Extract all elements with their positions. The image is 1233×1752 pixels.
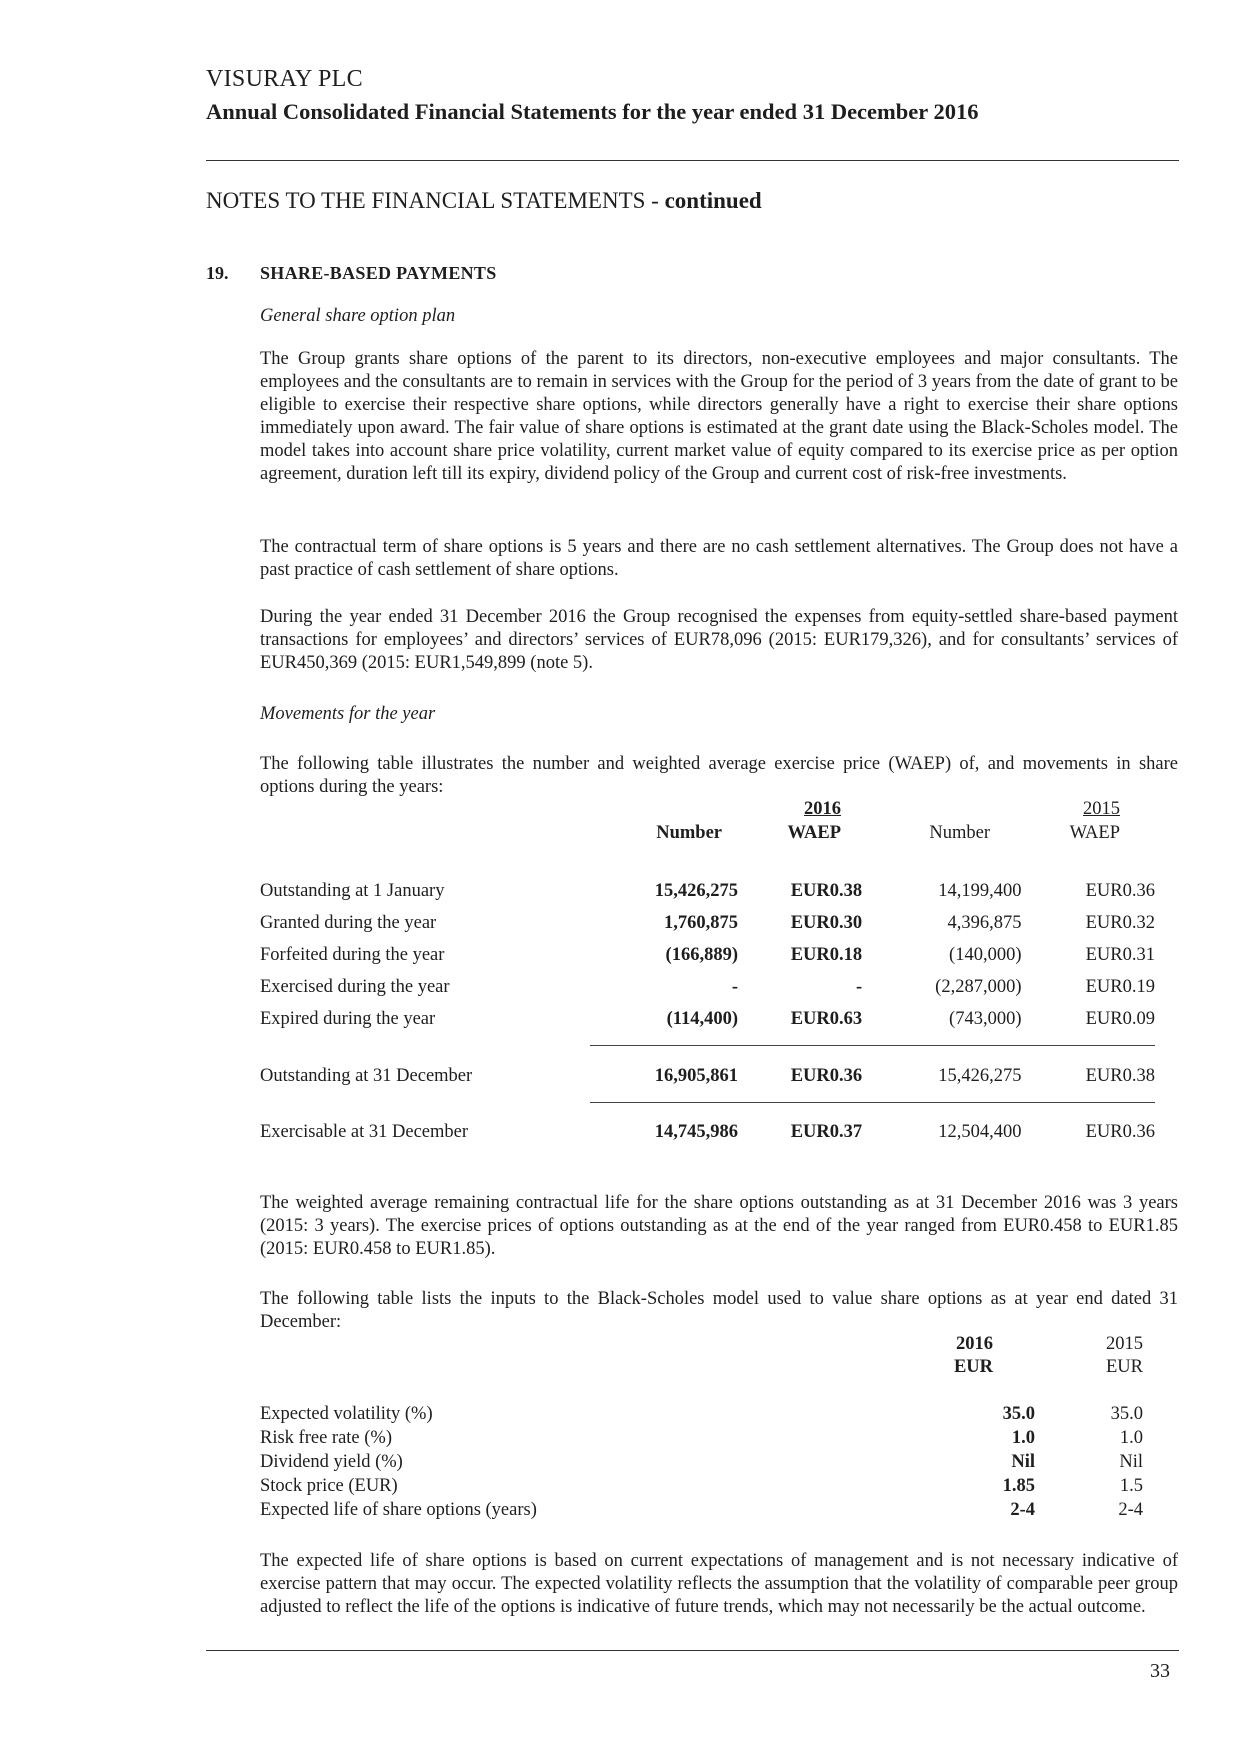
notes-title (206, 188, 762, 214)
value-2016: Nil (1011, 1452, 1035, 1472)
waep-2015: EUR0.31 (1085, 944, 1155, 965)
number-2015: 4,396,875 (947, 912, 1022, 933)
waep-2015: EUR0.19 (1085, 976, 1155, 997)
value-2016: 1.0 (1011, 1428, 1035, 1448)
value-2015: 1.0 (1119, 1428, 1143, 1448)
document-subtitle: Annual Consolidated Financial Statements for the year ended 31 December 2016 (206, 99, 979, 124)
number-2016: 15,426,275 (654, 880, 738, 901)
waep-2015: EUR0.36 (1085, 1121, 1155, 1142)
paragraph-remaining-life: The weighted average remaining contractual life for the share options outstanding as at 31 December 2016 was 3 years (2015: 3 years). The exercise prices of options outstanding as at the end of the year ranged from EUR0.458 to EUR1.85 (2015: EUR0.458 to EUR1.85). (260, 1193, 1178, 1259)
movements-header-2015: 2015 (1083, 799, 1120, 819)
value-2016: 35.0 (1002, 1404, 1035, 1424)
table-divider-exercisable (590, 1102, 1155, 1103)
number-2016: (114,400) (666, 1008, 738, 1029)
movements-col-number-2016: Number (656, 823, 722, 843)
table-row (260, 1003, 1155, 1035)
row-label: Expected volatility (%) (260, 1404, 433, 1424)
movements-outstanding-total (260, 1060, 1155, 1092)
row-label: Expired during the year (260, 1008, 436, 1029)
waep-2015: EUR0.32 (1085, 912, 1155, 933)
table-divider-outstanding (590, 1045, 1155, 1046)
movements-exercisable-total (260, 1116, 1155, 1148)
table-row (260, 875, 1155, 907)
waep-2016: EUR0.38 (790, 880, 863, 901)
paragraph-expected-life: The expected life of share options is based on current expectations of management and is not necessary indicative of exercise pattern that may occur. The expected volatility reflects the assumption that the volatility of comparable peer group adjusted to reflect the life of the options is indicative of future trends, which may not necessarily be the actual outcome. (260, 1551, 1178, 1617)
table-row (260, 1116, 1155, 1148)
row-label: Exercised during the year (260, 976, 450, 997)
header-divider (206, 160, 1179, 161)
bs-header-2016: 2016 (956, 1334, 993, 1354)
number-2016: 1,760,875 (664, 912, 738, 933)
value-2015: 2-4 (1118, 1500, 1143, 1520)
value-2016: 1.85 (1002, 1476, 1035, 1496)
page-number: 33 (1150, 1660, 1170, 1682)
bs-unit-2016: EUR (953, 1357, 993, 1377)
row-label: Dividend yield (%) (260, 1452, 403, 1472)
table-row (260, 1060, 1155, 1092)
number-2015: 14,199,400 (938, 880, 1022, 901)
bs-header-2015: 2015 (1106, 1334, 1143, 1354)
table-row (260, 907, 1155, 939)
movements-col-waep-2016: WAEP (787, 823, 841, 843)
row-label: Outstanding at 1 January (260, 880, 445, 901)
number-2015: 15,426,275 (938, 1065, 1022, 1086)
table-row (260, 1402, 1143, 1426)
movements-header-2016: 2016 (804, 799, 841, 819)
black-scholes-table (260, 1402, 1143, 1522)
paragraph-plan-description: The Group grants share options of the parent to its directors, non-executive employees and major consultants. The employees and the consultants are to remain in services with the Group for the period of 3 years from the date of grant to be eligible to exercise their respective share options, while directors generally have a right to exercise their share options immediately upon award. The fair value of share options is estimated at the grant date using the Black-Scholes model. The model takes into account share price volatility, current market value of equity compared to its exercise price as per option agreement, duration left till its expiry, dividend policy of the Group and current cost of risk-free investments. (260, 349, 1178, 484)
waep-2016: EUR0.30 (790, 912, 863, 933)
movements-col-number-2015: Number (929, 823, 990, 843)
paragraph-table-intro: The following table illustrates the number and weighted average exercise price (WAEP) of, and movements in share options during the years: (260, 754, 1178, 797)
table-row (260, 1450, 1143, 1474)
subheading-general-share-option-plan: General share option plan (260, 306, 456, 326)
row-label: Risk free rate (%) (260, 1428, 393, 1448)
company-name: VISURAY PLC (206, 66, 363, 92)
number-2016: (166,889) (665, 944, 738, 965)
waep-2015: EUR0.09 (1085, 1008, 1155, 1029)
footer-divider (206, 1650, 1179, 1651)
paragraph-black-scholes-intro: The following table lists the inputs to the Black-Scholes model used to value share options as at year end dated 31 December: (260, 1289, 1178, 1332)
section-number: 19. (206, 263, 229, 283)
table-row (260, 1426, 1143, 1450)
number-2016: 16,905,861 (654, 1065, 738, 1086)
number-2015: (140,000) (949, 944, 1022, 965)
movements-table (260, 875, 1155, 1035)
table-row (260, 1474, 1143, 1498)
table-row (260, 939, 1155, 971)
waep-2015: EUR0.38 (1085, 1065, 1155, 1086)
notes-title-suffix: continued (664, 188, 762, 213)
row-label: Stock price (EUR) (260, 1476, 398, 1496)
movements-col-waep-2015: WAEP (1069, 823, 1120, 843)
waep-2016: EUR0.18 (790, 944, 863, 965)
number-2015: 12,504,400 (938, 1121, 1022, 1142)
row-label: Granted during the year (260, 912, 437, 933)
subheading-movements: Movements for the year (260, 704, 436, 724)
paragraph-expenses: During the year ended 31 December 2016 the Group recognised the expenses from equity-settled share-based payment transactions for employees’ and directors’ services of EUR78,096 (2015: EUR179,326), and for consultants’ services of EUR450,369 (2015: EUR1,549,899 (note 5). (260, 607, 1178, 673)
paragraph-contractual-term: The contractual term of share options is 5 years and there are no cash settlement alternatives. The Group does not have a past practice of cash settlement of share options. (260, 537, 1178, 580)
number-2015: (743,000) (949, 1008, 1022, 1029)
bs-unit-2015: EUR (1106, 1357, 1143, 1377)
number-2016: 14,745,986 (654, 1121, 738, 1142)
number-2016: - (731, 976, 738, 997)
number-2015: (2,287,000) (935, 976, 1022, 997)
row-label: Expected life of share options (years) (260, 1500, 537, 1520)
waep-2016: EUR0.37 (790, 1121, 863, 1142)
value-2015: Nil (1119, 1452, 1143, 1472)
waep-2016: EUR0.36 (790, 1065, 863, 1086)
waep-2016: - (855, 976, 863, 997)
table-row (260, 1498, 1143, 1522)
row-label: Outstanding at 31 December (260, 1065, 473, 1086)
table-row (260, 971, 1155, 1003)
row-label: Forfeited during the year (260, 944, 445, 965)
waep-2015: EUR0.36 (1085, 880, 1155, 901)
waep-2016: EUR0.63 (790, 1008, 863, 1029)
value-2015: 1.5 (1119, 1476, 1143, 1496)
value-2015: 35.0 (1110, 1404, 1143, 1424)
value-2016: 2-4 (1010, 1500, 1035, 1520)
section-title: SHARE-BASED PAYMENTS (260, 263, 497, 283)
row-label: Exercisable at 31 December (260, 1121, 469, 1142)
notes-title-main: NOTES TO THE FINANCIAL STATEMENTS - (206, 188, 665, 213)
